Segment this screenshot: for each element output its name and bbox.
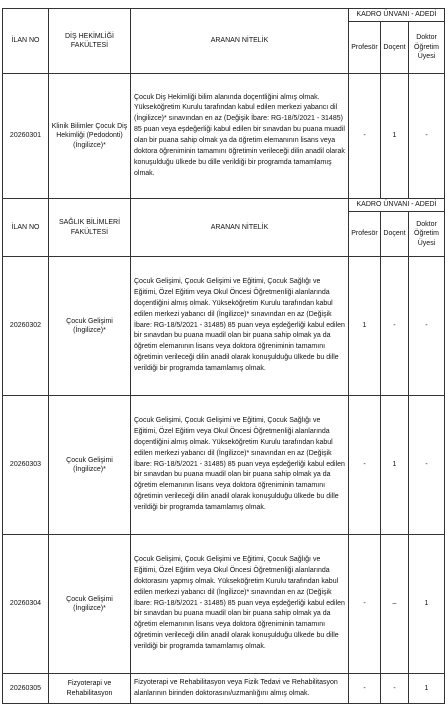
table-row — [3, 396, 445, 535]
header-row-kadro — [3, 9, 445, 22]
header-doktor-ogretim-uyesi: Doktor Öğretim Üyesi — [409, 22, 445, 74]
ilan-no-cell: 20260305 — [3, 674, 49, 704]
header-kadro-unvani: KADRO ÜNVANI - ADEDİ — [349, 9, 445, 22]
bolum-cell: Çocuk Gelişimi (İngilizce)* — [49, 257, 131, 396]
profesor-cell: 1 — [349, 257, 381, 396]
bolum-cell: Fizyoterapi ve Rehabilitasyon — [49, 674, 131, 704]
header-kadro-unvani: KADRO ÜNVANI - ADEDİ — [349, 199, 445, 212]
nitelik-cell: Çocuk Gelişimi, Çocuk Gelişimi ve Eğitimi, Çocuk Sağlığı ve Eğitimi, Özel Eğitim veya Okul Öncesi Öğretmenliği alanlarında doktorasını yapmış olmak. Yükseköğretim Kurulu tarafından kabul edilen merkezi yabancı dil (İngilizce)* sınavından en az (Değişik İbare: RG-18/5/2021 - 31485) 85 puan veya eşdeğerliği kabul edilen bir sınavdan bu puana muadil olan bir puana sahip olmak ya da öğretim elemanının lisans veya doktora öğreniminin tamamını öğretimin verileceği dilin anadil olarak konuşulduğu ülkede bu dille verildiği bir programda tamamlamış olmak. — [131, 535, 349, 674]
doktor-cell: 1 — [409, 535, 445, 674]
doktor-cell: 1 — [409, 674, 445, 704]
header-aranan-nitelik: ARANAN NİTELİK — [131, 9, 349, 74]
doktor-cell: - — [409, 257, 445, 396]
header-ilan-no: İLAN NO — [3, 9, 49, 74]
docent-cell: - — [381, 674, 409, 704]
table-row — [3, 257, 445, 396]
profesor-cell: - — [349, 535, 381, 674]
table-row — [3, 674, 445, 704]
header-doktor-ogretim-uyesi: Doktor Öğretim Üyesi — [409, 212, 445, 257]
profesor-cell: - — [349, 674, 381, 704]
nitelik-cell: Fizyoterapi ve Rehabilitasyon veya Fizik Tedavi ve Rehabilitasyon alanlarının birinden doktorasını/uzmanlığını almış olmak. — [131, 674, 349, 704]
nitelik-cell: Çocuk Gelişimi, Çocuk Gelişimi ve Eğitimi, Çocuk Sağlığı ve Eğitimi, Özel Eğitim veya Okul Öncesi Öğretmenliği alanlarında doçentliğini almış olmak. Yükseköğretim Kurulu tarafından kabul edilen merkezi yabancı dil (İngilizce)* sınavından en az (Değişik İbare: RG-18/5/2021 - 31485) 85 puan veya eşdeğerliği kabul edilen bir sınavdan bu puana muadil olan bir puana sahip olmak ya da öğretim elemanının lisans veya doktora öğreniminin tamamını öğretimin verileceği dilin anadil olarak konuşulduğu ülkede bu dille verildiği bir programda tamamlamış olmak. — [131, 396, 349, 535]
table-row — [3, 535, 445, 674]
ilan-no-cell: 20260301 — [3, 74, 49, 199]
profesor-cell: - — [349, 396, 381, 535]
header-ilan-no: İLAN NO — [3, 199, 49, 257]
header-fakulte: SAĞLIK BİLİMLERİ FAKÜLTESİ — [49, 199, 131, 257]
doktor-cell: - — [409, 396, 445, 535]
header-row-kadro — [3, 199, 445, 212]
ilan-no-cell: 20260303 — [3, 396, 49, 535]
bolum-cell: Klinik Bilimler Çocuk Diş Hekimliği (Pedodonti) (İngilizce)* — [49, 74, 131, 199]
nitelik-cell: Çocuk Diş Hekimliği bilim alanında doçentliğini almış olmak. Yükseköğretim Kurulu tarafından kabul edilen merkezi yabancı dil (İngilizce)* sınavından en az (Değişik İbare: RG-18/5/2021 - 31485) 85 puan veya eşdeğerliği kabul edilen bir sınavdan bu puana muadil olan bir puana sahip olmak ya da öğretim elemanının lisans veya doktora öğreniminin tamamını öğretimin verileceği dilin anadil olarak konuşulduğu ülkede bu dille verildiği bir programda tamamlamış olmak. — [131, 74, 349, 199]
docent-cell: – — [381, 535, 409, 674]
header-docent: Doçent — [381, 212, 409, 257]
profesor-cell: - — [349, 74, 381, 199]
ilan-table — [2, 8, 445, 704]
ilan-no-cell: 20260302 — [3, 257, 49, 396]
docent-cell: - — [381, 257, 409, 396]
header-fakulte: DİŞ HEKİMLİĞİ FAKÜLTESİ — [49, 9, 131, 74]
docent-cell: 1 — [381, 396, 409, 535]
table-row — [3, 74, 445, 199]
header-profesor: Profesör — [349, 22, 381, 74]
header-aranan-nitelik: ARANAN NİTELİK — [131, 199, 349, 257]
ilan-no-cell: 20260304 — [3, 535, 49, 674]
bolum-cell: Çocuk Gelişimi (İngilizce)* — [49, 396, 131, 535]
header-profesor: Profesör — [349, 212, 381, 257]
docent-cell: 1 — [381, 74, 409, 199]
header-docent: Doçent — [381, 22, 409, 74]
bolum-cell: Çocuk Gelişimi (İngilizce)* — [49, 535, 131, 674]
nitelik-cell: Çocuk Gelişimi, Çocuk Gelişimi ve Eğitimi, Çocuk Sağlığı ve Eğitimi, Özel Eğitim veya Okul Öncesi Öğretmenliği alanlarında doçentliğini almış olmak. Yükseköğretim Kurulu tarafından kabul edilen merkezi yabancı dil (İngilizce)* sınavından en az (Değişik İbare: RG-18/5/2021 - 31485) 85 puan veya eşdeğerliği kabul edilen bir sınavdan bu puana muadil olan bir puana sahip olmak ya da öğretim elemanının lisans veya doktora öğreniminin tamamını öğretimin verileceği dilin anadil olarak konuşulduğu ülkede bu dille verildiği bir programda tamamlamış olmak. — [131, 257, 349, 396]
doktor-cell: - — [409, 74, 445, 199]
